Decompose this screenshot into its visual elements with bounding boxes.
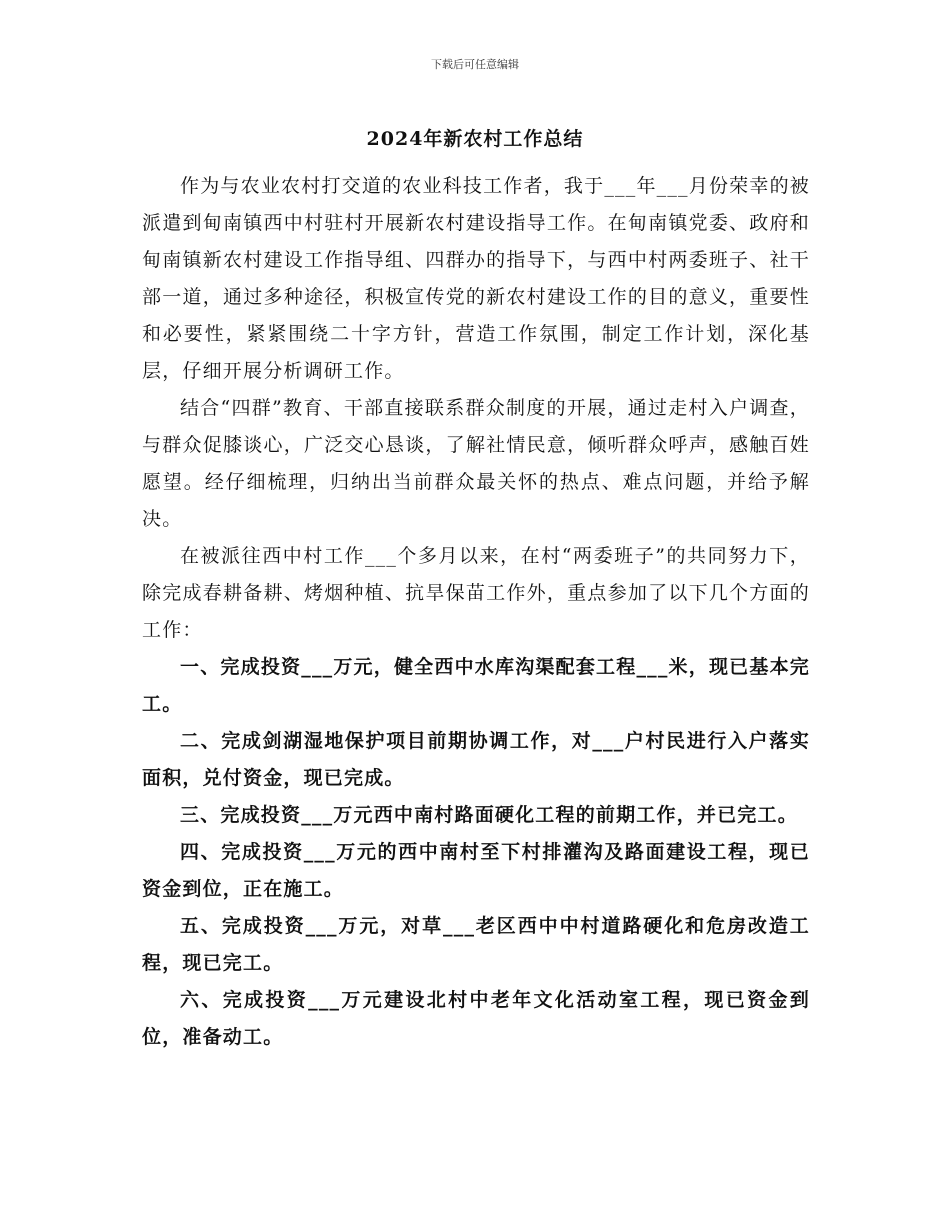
work-item-3: 三、完成投资___万元西中南村路面硬化工程的前期工作，并已完工。 bbox=[180, 804, 798, 826]
paragraph-intro: 作为与农业农村打交道的农业科技工作者，我于___年___月份荣幸的被派遣到甸南镇西中村驻村开展新农村建设指导工作。在甸南镇党委、政府和甸南镇新农村建设工作指导组、四群办的指导下，与西中村两委班子、社干部一道，通过多种途径，积极宣传党的新农村建设工作的目的意义，重要性和必要性，紧紧围绕二十字方针，营造工作氛围，制定工作计划，深化基层，仔细开展分析调研工作。 bbox=[142, 175, 810, 382]
paragraph-survey: 结合“四群”教育、干部直接联系群众制度的开展，通过走村入户调查，与群众促膝谈心，广泛交心恳谈，了解社情民意，倾听群众呼声，感触百姓愿望。经仔细梳理，归纳出当前群众最关怀的热点、难点问题，并给予解决。 bbox=[142, 397, 810, 530]
work-item-5: 五、完成投资___万元，对草___老区西中中村道路硬化和危房改造工程，现已完工。 bbox=[142, 915, 810, 974]
work-item-4: 四、完成投资___万元的西中南村至下村排灌沟及路面建设工程，现已资金到位，正在施工。 bbox=[142, 841, 810, 900]
page-header-note: 下载后可任意编辑 bbox=[431, 58, 519, 71]
paragraph-work-overview: 在被派往西中村工作___个多月以来，在村“两委班子”的共同努力下，除完成春耕备耕、烤烟种植、抗旱保苗工作外，重点参加了以下几个方面的工作： bbox=[142, 545, 810, 641]
work-item-6: 六、完成投资___万元建设北村中老年文化活动室工程，现已资金到位，准备动工。 bbox=[142, 989, 810, 1048]
work-item-1: 一、完成投资___万元，健全西中水库沟渠配套工程___米，现已基本完工。 bbox=[142, 656, 810, 715]
work-item-2: 二、完成剑湖湿地保护项目前期协调工作，对___户村民进行入户落实面积，兑付资金，现已完成。 bbox=[142, 730, 810, 789]
document-title: 2024年新农村工作总结 bbox=[366, 128, 584, 150]
document-body bbox=[142, 168, 810, 1056]
